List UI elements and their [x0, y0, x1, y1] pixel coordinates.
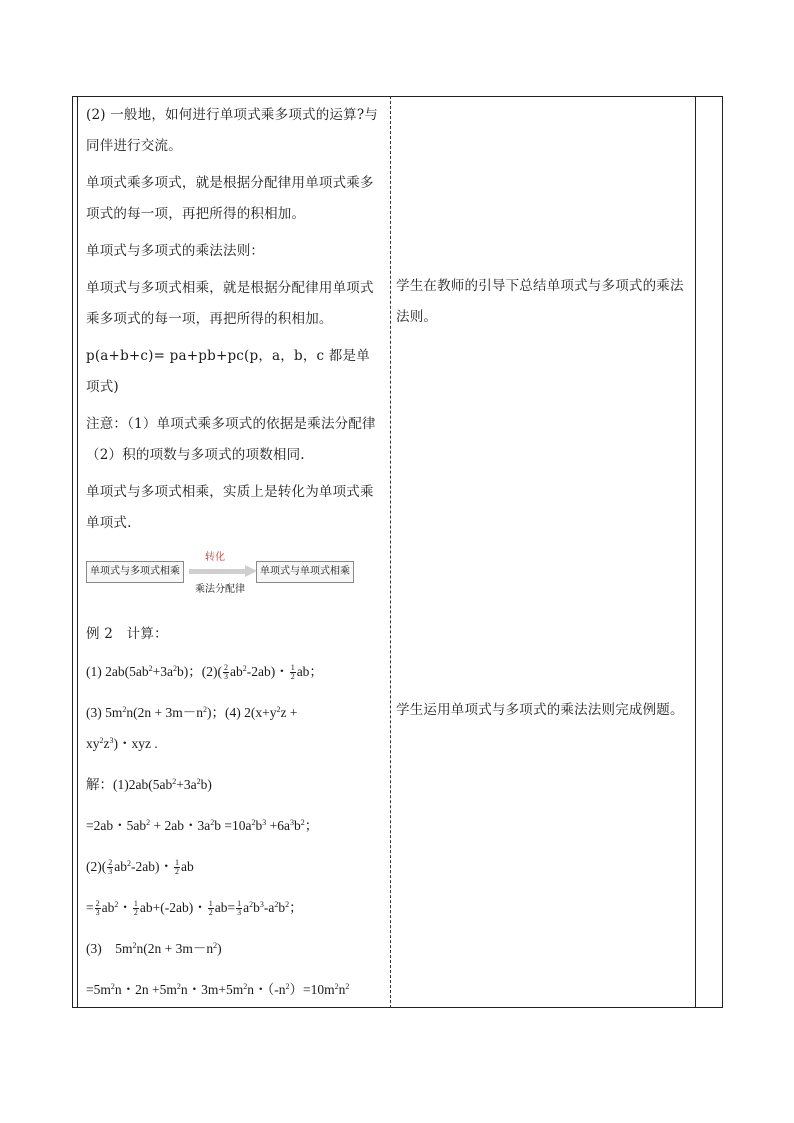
diagram-bottom-label: 乘法分配律	[195, 584, 245, 595]
example-title: 例 2 计算：	[86, 626, 168, 642]
column-divider-solid	[695, 96, 696, 1008]
right-arrow-icon	[189, 567, 257, 576]
solution-line-2: =2ab・$5ab^2 + 2ab$・$3a^2b =10a^2b^3 +6a^3b^2$；	[86, 818, 319, 833]
rule-paragraph: 单项式与多项式相乘，就是根据分配律用单项式乘多项式的每一项，再把所得的积相加。	[86, 280, 374, 327]
student-activity-note-2: 学生运用单项式与多项式的乘法法则完成例题。	[396, 702, 684, 718]
column-divider-dashed	[390, 96, 391, 1008]
definition-paragraph: 单项式乘多项式，就是根据分配律用单项式乘多项式的每一项，再把所得的积相加。	[86, 175, 374, 222]
student-activity-note-1: 学生在教师的引导下总结单项式与多项式的乘法法则。	[396, 278, 684, 325]
transformation-diagram	[86, 549, 381, 593]
question-paragraph: (2) 一般地，如何进行单项式乘多项式的运算?与同伴进行交流。	[86, 107, 378, 154]
essence-paragraph: 单项式与多项式相乘，实质上是转化为单项式乘单项式.	[86, 484, 374, 531]
solution-line-3: (2)( $\frac{2}{3}$ $ab^2-2ab$)・ $\frac{1}{2}$ ab	[86, 858, 194, 877]
diagram-target-box: 单项式与单项式相乘	[256, 561, 354, 583]
table-right-border	[722, 96, 723, 1008]
fraction: $\frac{1}{2}$	[174, 858, 179, 877]
exercise-line-1: (1) $2ab(5ab^2+3a^2b)$；(2)( $\frac{2}{3}$ $ab^2-2ab$)・ $\frac{1}{2}$ ab；	[86, 663, 323, 682]
solution-line-5: (3) $5m^2n(2n + 3m-n^2)$	[86, 941, 222, 956]
rule-heading: 单项式与多项式的乘法法则：	[86, 243, 265, 259]
fraction: $\frac{1}{2}$	[208, 899, 213, 918]
fraction: $\frac{1}{2}$	[133, 899, 138, 918]
diagram-top-label: 转化	[205, 552, 225, 563]
fraction: $\frac{2}{3}$	[108, 858, 113, 877]
table-inner-left-border	[77, 96, 78, 1008]
fraction: $\frac{1}{3}$	[237, 899, 242, 918]
exercise-line-3: $xy^2z^3$)・xyz .	[86, 736, 158, 751]
table-left-border	[72, 96, 73, 1008]
fraction: $\frac{2}{3}$	[95, 899, 100, 918]
solution-line-4: = $\frac{2}{3}$ $ab^2$・ $\frac{1}{2}$ ab+(-2ab)・ $\frac{1}{2}$ ab= $\frac{1}{3}$ $a^2b^3-a^2b^2$；	[86, 899, 303, 918]
solution-line-6: $=5m^2n$・$2n +5m^2n$・$3m+5m^2n$・$(-n^2)=10m^2n^2$	[86, 982, 350, 997]
teaching-content-column	[86, 100, 381, 1015]
fraction: $\frac{1}{2}$	[290, 663, 295, 682]
note-paragraph: 注意：（1）单项式乘多项式的依据是乘法分配律（2）积的项数与多项式的项数相同.	[86, 416, 376, 463]
table-top-border	[72, 96, 723, 97]
exercise-line-2: (3) $5m^2n(2n + 3m-n^2)$；(4) $2(x+y^2z$ +	[86, 705, 298, 720]
solution-line-1: 解：$(1)2ab(5ab^2+3a^2b)$	[86, 777, 212, 792]
diagram-source-box: 单项式与多项式相乘	[86, 561, 184, 583]
formula-paragraph: p(a+b+c)= pa+pb+pc(p，a，b，c 都是单项式)	[86, 348, 370, 395]
fraction: $\frac{2}{3}$	[223, 663, 228, 682]
